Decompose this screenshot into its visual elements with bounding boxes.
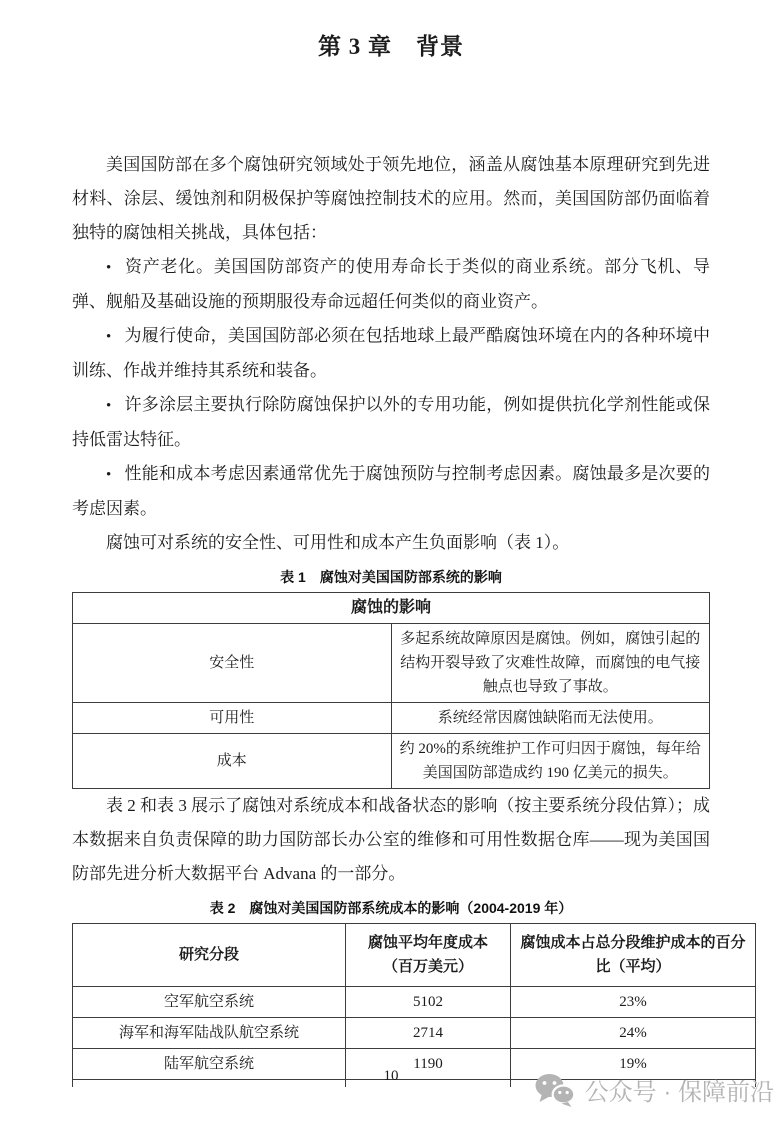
bullet-icon: •	[106, 398, 112, 414]
watermark-text: 公众号 · 保障前沿	[584, 1079, 774, 1106]
percent-cell: 24%	[511, 1018, 756, 1049]
wechat-icon	[535, 1073, 575, 1107]
paragraph-tables-intro	[72, 789, 710, 891]
table2-col-header: 腐蚀平均年度成本（百万美元）	[346, 924, 511, 987]
table1-header-row	[73, 593, 710, 624]
chapter-title: 第 3 章 背景	[318, 34, 464, 59]
table-row	[73, 1018, 756, 1049]
table1-row-label: 可用性	[73, 703, 392, 734]
segment-cell: 陆军航空系统	[73, 1049, 346, 1080]
paragraph-intro	[72, 148, 710, 250]
bullet-item-aging	[72, 250, 710, 319]
page-number: 10	[383, 1068, 399, 1084]
percent-cell: 19%	[511, 1049, 756, 1080]
bullet-icon: •	[106, 260, 112, 276]
table1-corrosion-effects	[72, 592, 710, 789]
segment-cell: 空军航空系统	[73, 987, 346, 1018]
table2-col-header: 研究分段	[73, 924, 346, 987]
table-row	[73, 987, 756, 1018]
table1-row-label: 安全性	[73, 624, 392, 703]
paragraph-corrosion-impact	[72, 526, 710, 560]
percent-cell: 23%	[511, 987, 756, 1018]
table2-caption: 表 2 腐蚀对美国国防部系统成本的影响（2004-2019 年）	[209, 900, 573, 916]
paragraph-text: 表 2 和表 3 展示了腐蚀对系统成本和战备状态的影响（按主要系统分段估算）；成本数据来自负责保障的助力国防部长办公室的维修和可用性数据仓库——现为美国国防部先进分析大数据平台 Advana 的一部分。	[72, 796, 710, 883]
table-row	[73, 703, 710, 734]
bullet-item-environment	[72, 319, 710, 388]
bullet-icon: •	[106, 329, 112, 345]
table-row	[73, 624, 710, 703]
watermark	[535, 1072, 774, 1107]
bullet-icon: •	[106, 467, 112, 483]
bullet-text: 许多涂层主要执行除防腐蚀保护以外的专用功能，例如提供抗化学剂性能或保持低雷达特征。	[72, 395, 710, 449]
table2-header-row	[73, 924, 756, 987]
bullet-text: 性能和成本考虑因素通常优先于腐蚀预防与控制考虑因素。腐蚀最多是次要的考虑因素。	[72, 464, 710, 518]
cost-cell: 1190	[346, 1049, 511, 1080]
table1-row-text: 多起系统故障原因是腐蚀。例如，腐蚀引起的结构开裂导致了灾难性故障，而腐蚀的电气接触点也导致了事故。	[391, 624, 710, 703]
bullet-text: 为履行使命，美国国防部必须在包括地球上最严酷腐蚀环境在内的各种环境中训练、作战并维持其系统和装备。	[72, 326, 710, 380]
cost-cell: 5102	[346, 987, 511, 1018]
bullet-item-coatings	[72, 388, 710, 457]
segment-cell: 海军和海军陆战队航空系统	[73, 1018, 346, 1049]
paragraph-intro-text: 美国国防部在多个腐蚀研究领域处于领先地位，涵盖从腐蚀基本原理研究到先进材料、涂层、缓蚀剂和阴极保护等腐蚀控制技术的应用。然而，美国国防部仍面临着独特的腐蚀相关挑战，具体包括：	[72, 155, 710, 242]
paragraph-text: 腐蚀可对系统的安全性、可用性和成本产生负面影响（表 1）。	[106, 533, 570, 552]
table1-row-label: 成本	[73, 734, 392, 789]
bullet-item-performance	[72, 457, 710, 526]
table2-col-header: 腐蚀成本占总分段维护成本的百分比（平均）	[511, 924, 756, 987]
table1-row-text: 系统经常因腐蚀缺陷而无法使用。	[391, 703, 710, 734]
body-text	[72, 148, 710, 560]
table1-caption: 表 1 腐蚀对美国国防部系统的影响	[280, 569, 502, 585]
table-row	[73, 734, 710, 789]
table2-corrosion-costs	[72, 923, 756, 1087]
table1-header-cell: 腐蚀的影响	[73, 593, 710, 624]
cost-cell: 2714	[346, 1018, 511, 1049]
table1-row-text: 约 20%的系统维护工作可归因于腐蚀，每年给美国国防部造成约 190 亿美元的损失。	[391, 734, 710, 789]
bullet-text: 资产老化。美国国防部资产的使用寿命长于类似的商业系统。部分飞机、导弹、舰船及基础设施的预期服役寿命远超任何类似的商业资产。	[72, 257, 710, 311]
